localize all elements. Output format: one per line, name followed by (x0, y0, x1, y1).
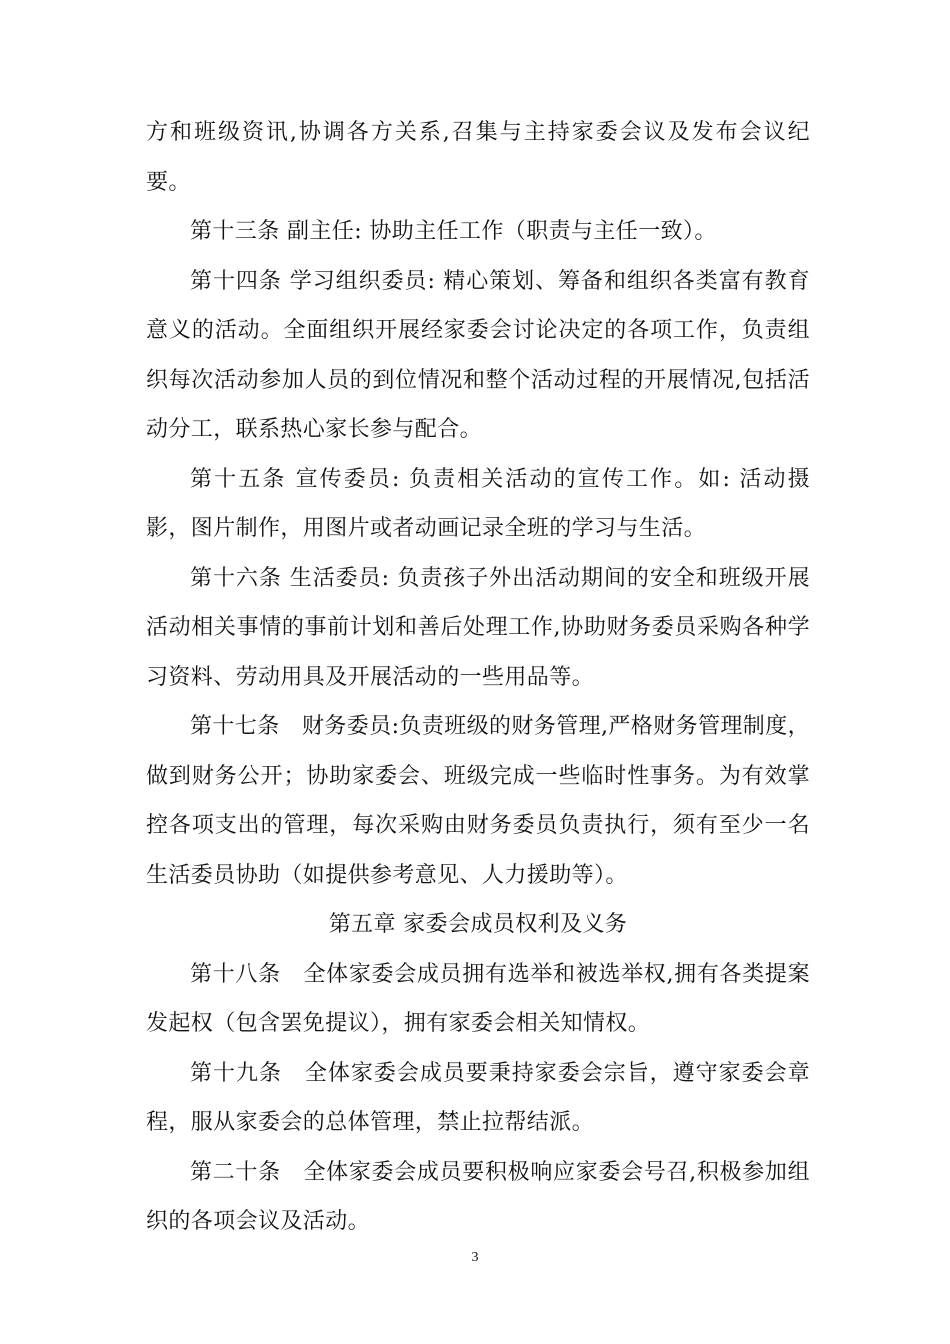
article-13-paragraph: 第十三条 副主任: 协助主任工作（职责与主任一致）。 (190, 219, 717, 244)
article-14-paragraph: 第十四条 学习组织委员: 精心策划、筹备和组织各类富有教育意义的活动。全面组织开展经家委会讨论决定的各项工作，负责组织每次活动参加人员的到位情况和整个活动过程的开展情况,包括活动分工，联系热心家长参与配合。 (146, 268, 810, 442)
article-20-paragraph: 第二十条 全体家委会成员要积极响应家委会号召,积极参加组织的各项会议及活动。 (146, 1159, 810, 1234)
article-15-paragraph: 第十五条 宣传委员: 负责相关活动的宣传工作。如: 活动摄影，图片制作，用图片或者动画记录全班的学习与生活。 (146, 466, 810, 541)
chapter-heading: 第五章 家委会成员权利及义务 (328, 912, 628, 937)
document-body (146, 108, 810, 1247)
article-17-paragraph: 第十七条 财务委员:负责班级的财务管理,严格财务管理制度，做到财务公开；协助家委会、班级完成一些临时性事务。为有效掌控各项支出的管理，每次采购由财务委员负责执行，须有至少一名生活委员协助（如提供参考意见、人力援助等）。 (146, 714, 811, 888)
article-16-paragraph: 第十六条 生活委员: 负责孩子外出活动期间的安全和班级开展活动相关事情的事前计划和善后处理工作,协助财务委员采购各种学习资料、劳动用具及开展活动的一些用品等。 (146, 565, 810, 690)
paragraph-continued: 方和班级资讯,协调各方关系,召集与主持家委会议及发布会议纪要。 (146, 120, 810, 195)
article-18-paragraph: 第十八条 全体家委会成员拥有选举和被选举权,拥有各类提案发起权（包含罢免提议），拥有家委会相关知情权。 (146, 961, 810, 1036)
page-number: 3 (471, 1250, 479, 1265)
article-19-paragraph: 第十九条 全体家委会成员要秉持家委会宗旨，遵守家委会章程，服从家委会的总体管理，禁止拉帮结派。 (146, 1060, 810, 1135)
